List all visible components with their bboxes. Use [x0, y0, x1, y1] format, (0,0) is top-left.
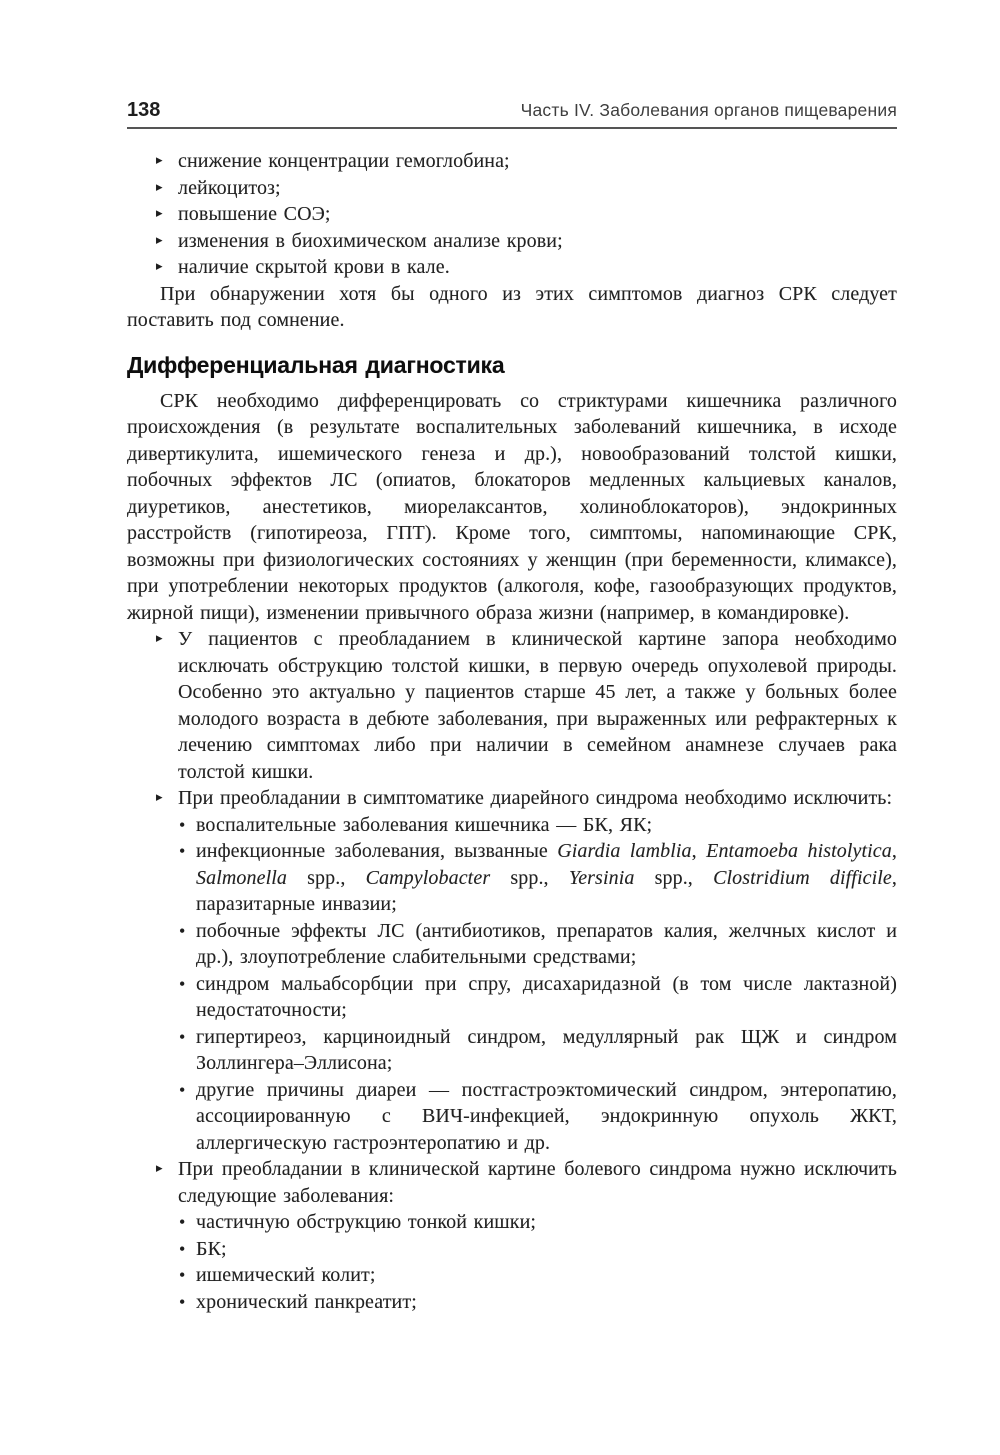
sub-item-endocrine	[178, 1024, 897, 1077]
list-item-text: синдром мальабсорбции при спру, дисахаридазной (в том числе лактазной) недостаточности;	[196, 972, 897, 1021]
list-item-text: У пациентов с преобладанием в клинической картине запора необходимо исключать обструкцию толстой кишки, в первую очередь опухолевой природы. Особенно это актуально у пациентов старше 45 лет, а также у больных более молодого возраста в дебюте заболевания, при выраженных или рефрактерных к лечению симптомах либо при наличии в семейном анамнезе случаев рака толстой кишки.	[178, 628, 897, 783]
triangle-bullet-icon: ▸	[156, 232, 163, 248]
list-item-text: воспалительные заболевания кишечника — БК, ЯК;	[196, 813, 653, 836]
dot-bullet-icon: •	[179, 841, 186, 861]
bullet-item-pain	[127, 1156, 897, 1315]
list-item-text: хронический панкреатит;	[196, 1290, 417, 1313]
list-item	[127, 228, 897, 255]
content-area	[127, 100, 897, 1315]
symptoms-list	[127, 148, 897, 281]
section-intro-paragraph: СРК необходимо дифференцировать со стриктурами кишечника различного происхождения (в результате воспалительных заболеваний кишечника, в исходе дивертикулита, ишемического генеза и др.), новообразований толстой кишки, побочных эффектов ЛС (опиатов, блокаторов медленных кальциевых каналов, диуретиков, анестетиков, миорелаксантов, холиноблокаторов), эндокринных расстройств (гипотиреоза, ГПТ). Кроме того, симптомы, напоминающие СРК, возможны при физиологических состояниях у женщин (при беременности, климаксе), при употреблении некоторых продуктов (алкоголя, кофе, газообразующих продуктов, жирной пищи), изменении привычного образа жизни (например, в командировке).	[127, 389, 897, 624]
sub-item-ischemic-colitis	[178, 1262, 897, 1289]
page-body	[127, 148, 897, 1315]
dot-bullet-icon: •	[179, 1212, 186, 1232]
list-item-text: повышение СОЭ;	[178, 203, 331, 225]
sub-item-infections	[178, 838, 897, 918]
list-item	[127, 175, 897, 202]
list-item-text: другие причины диареи — постгастроэктомический синдром, энтеропатию, ассоциированную с ВИЧ-инфекцией, эндокринную опухоль ЖКТ, аллергическую гастроэнтеропатию и др.	[196, 1078, 897, 1154]
sub-item-pancreatitis	[178, 1289, 897, 1316]
sub-item-ibd	[178, 812, 897, 839]
list-item	[127, 201, 897, 228]
list-item-text: БК;	[196, 1237, 227, 1260]
bullet-item-diarrhea	[127, 785, 897, 1156]
warning-paragraph: При обнаружении хотя бы одного из этих симптомов диагноз СРК следует поставить под сомнение.	[127, 282, 897, 331]
list-item-text: При преобладании в клинической картине болевого синдрома нужно исключить следующие заболевания:	[178, 1158, 897, 1207]
running-header	[127, 100, 897, 129]
list-item-text: При преобладании в симптоматике диарейного синдрома необходимо исключить:	[178, 787, 893, 809]
sub-item-crohn	[178, 1236, 897, 1263]
sub-list-pain	[178, 1209, 897, 1315]
dot-bullet-icon: •	[179, 1238, 186, 1259]
list-item-text: наличие скрытой крови в кале.	[178, 256, 450, 278]
list-item	[127, 254, 897, 281]
dot-bullet-icon: •	[179, 1026, 186, 1047]
dot-bullet-icon: •	[179, 1291, 186, 1312]
list-item-text: снижение концентрации гемоглобина;	[178, 150, 510, 172]
list-item-text: изменения в биохимическом анализе крови;	[178, 229, 563, 252]
triangle-bullet-icon: ▸	[156, 790, 163, 805]
dot-bullet-icon: •	[179, 920, 186, 941]
dot-bullet-icon: •	[179, 973, 186, 994]
triangle-bullet-icon: ▸	[156, 631, 163, 646]
triangle-bullet-icon: ▸	[156, 153, 163, 168]
list-item-text: гипертиреоз, карциноидный синдром, медуллярный рак ЩЖ и синдром Золлингера–Эллисона;	[196, 1025, 897, 1074]
sub-item-other-causes	[178, 1077, 897, 1157]
differential-list	[127, 626, 897, 1315]
sub-item-malabsorption	[178, 971, 897, 1024]
list-item-text: лейкоцитоз;	[178, 176, 281, 199]
triangle-bullet-icon: ▸	[156, 1161, 163, 1176]
section-heading: Дифференциальная диагностика	[127, 351, 505, 378]
triangle-bullet-icon: ▸	[156, 179, 163, 195]
sub-list-diarrhea	[178, 812, 897, 1157]
triangle-bullet-icon: ▸	[156, 206, 163, 221]
bullet-item-constipation	[127, 626, 897, 785]
dot-bullet-icon: •	[179, 1265, 186, 1285]
list-item-text: ишемический колит;	[196, 1264, 376, 1286]
list-item-text: побочные эффекты ЛС (антибиотиков, препаратов калия, желчных кислот и др.), злоупотребление слабительными средствами;	[196, 919, 897, 968]
list-item-text: частичную обструкцию тонкой кишки;	[196, 1211, 537, 1233]
running-header-title: Часть IV. Заболевания органов пищеварения	[520, 100, 897, 120]
list-item-text: инфекционные заболевания, вызванные Giardia lamblia, Entamoeba histolytica, Salmonella spp., Campylobacter spp., Yersinia spp., Clostridium difficile, паразитарные инвазии;	[196, 840, 897, 915]
page-number: 138	[127, 99, 161, 121]
list-item	[127, 148, 897, 175]
sub-item-obstruction	[178, 1209, 897, 1236]
sub-item-drug-effects	[178, 918, 897, 971]
triangle-bullet-icon: ▸	[156, 259, 163, 274]
dot-bullet-icon: •	[179, 1079, 186, 1100]
dot-bullet-icon: •	[179, 814, 186, 835]
